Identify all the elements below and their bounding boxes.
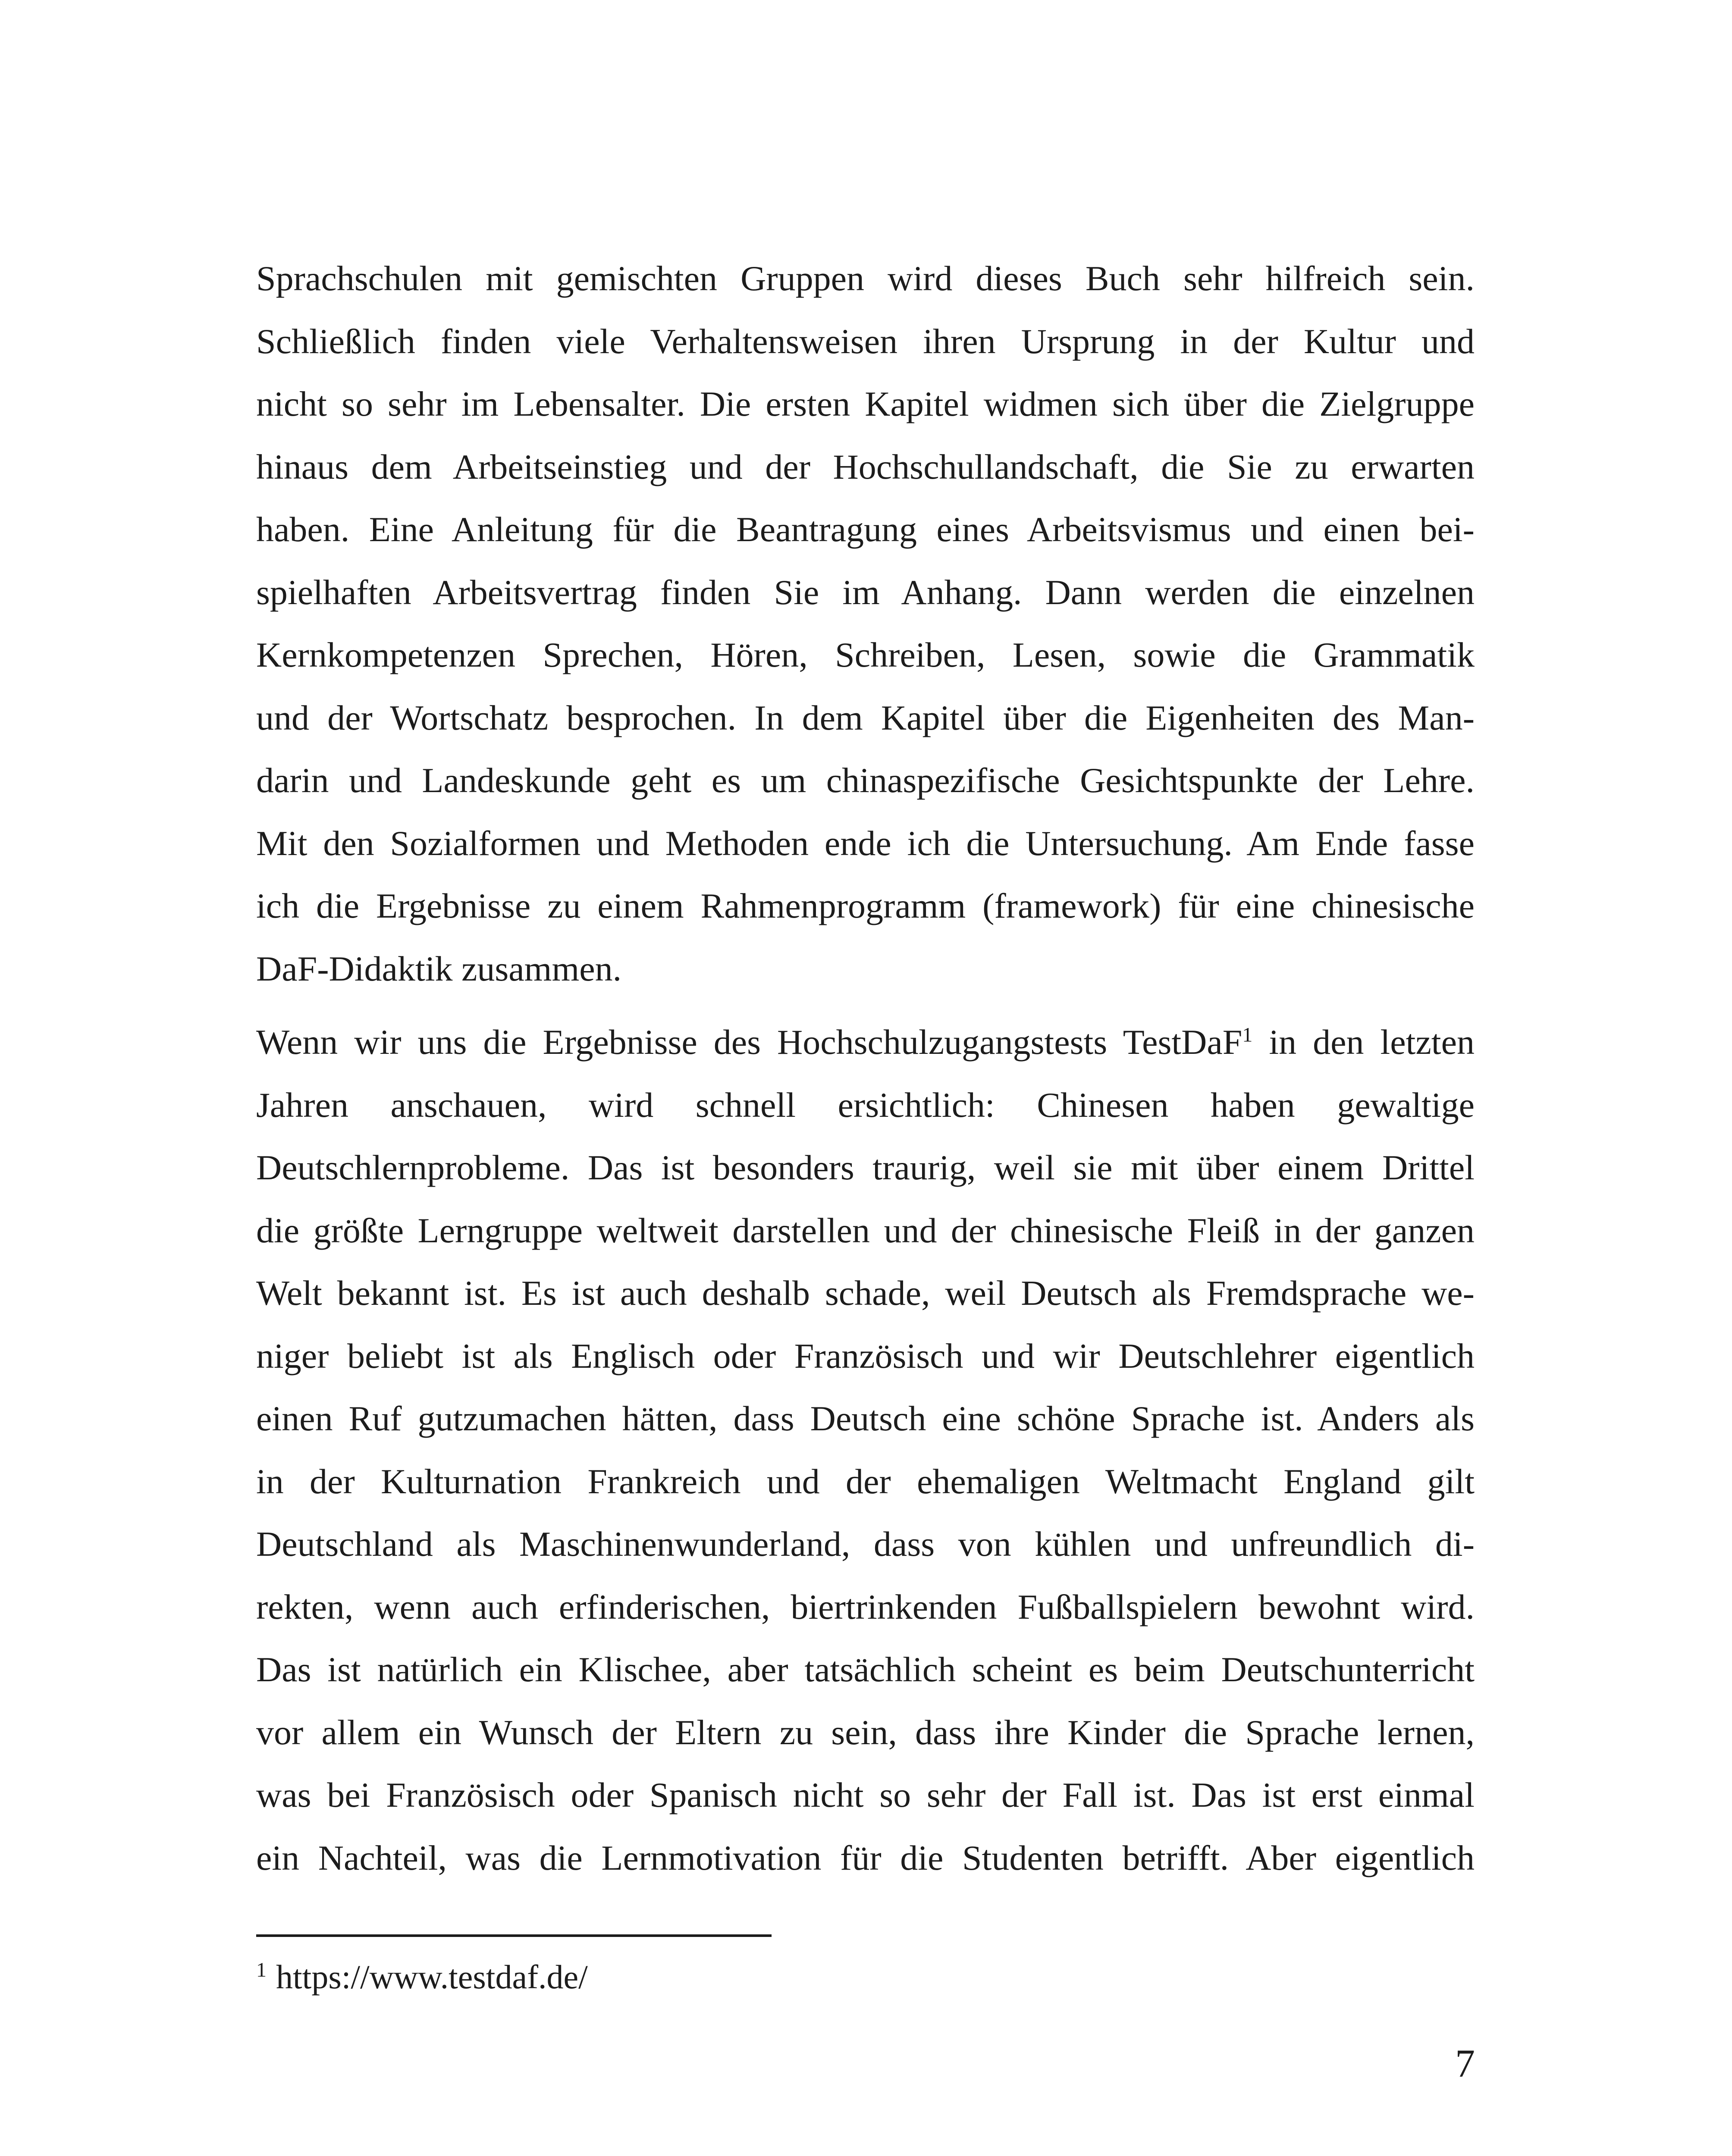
text-line: Das ist natürlich ein Klischee, aber tatsächlich scheint es beim Deutschunterricht (256, 1650, 1475, 1689)
text-line: Deutschland als Maschinenwunderland, dass von kühlen und unfreundlich di- (256, 1524, 1475, 1564)
text-line: ich die Ergebnisse zu einem Rahmenprogramm (framework) für eine chinesische (256, 886, 1475, 925)
paragraph-2 (256, 1011, 1475, 1889)
text-line: niger beliebt ist als Englisch oder Französisch und wir Deutschlehrer eigentlich (256, 1336, 1475, 1376)
text-line: Schließlich finden viele Verhaltensweisen ihren Ursprung in der Kultur und (256, 321, 1475, 361)
footnote-reference[interactable]: 1 (1242, 1023, 1253, 1047)
text-line-with-footnote-ref (256, 1011, 1475, 1074)
text-line: rekten, wenn auch erfinderischen, biertrinkenden Fußballspielern bewohnt wird. (256, 1587, 1475, 1626)
text-line: DaF-Didaktik zusammen. (256, 949, 622, 988)
text-line: vor allem ein Wunsch der Eltern zu sein, dass ihre Kinder die Sprache lernen, (256, 1712, 1475, 1752)
text-line: was bei Französisch oder Spanisch nicht so sehr der Fall ist. Das ist erst einmal (256, 1775, 1475, 1814)
text-line: Mit den Sozialformen und Methoden ende ich die Untersuchung. Am Ende fasse (256, 823, 1475, 863)
text-line: die größte Lerngruppe weltweit darstellen und der chinesische Fleiß in der ganzen (256, 1210, 1475, 1250)
text-line: spielhaften Arbeitsvertrag finden Sie im Anhang. Dann werden die einzelnen (256, 572, 1475, 612)
text-segment: Wenn wir uns die Ergebnisse des Hochschulzugangstests TestDaF (256, 1022, 1243, 1062)
text-line: Welt bekannt ist. Es ist auch deshalb schade, weil Deutsch als Fremdsprache we- (256, 1273, 1475, 1313)
footnote-number: 1 (256, 1959, 267, 1981)
footnote-link[interactable]: https://www.testdaf.de/ (276, 1958, 588, 1996)
text-line: einen Ruf gutzumachen hätten, dass Deutsch eine schöne Sprache ist. Anders als (256, 1399, 1475, 1438)
footnote (256, 1955, 588, 1999)
text-line: Jahren anschauen, wird schnell ersichtlich: Chinesen haben gewaltige (256, 1085, 1475, 1125)
paragraph-1 (256, 247, 1475, 1000)
text-line: Kernkompetenzen Sprechen, Hören, Schreiben, Lesen, sowie die Grammatik (256, 635, 1475, 674)
text-line: Deutschlernprobleme. Das ist besonders traurig, weil sie mit über einem Drittel (256, 1148, 1475, 1187)
text-segment: in den letzten (1252, 1022, 1475, 1062)
text-line: ein Nachteil, was die Lernmotivation für die Studenten betrifft. Aber eigentlich (256, 1838, 1475, 1877)
page-number: 7 (1455, 2041, 1475, 2085)
text-line: hinaus dem Arbeitseinstieg und der Hochschullandschaft, die Sie zu erwarten (256, 447, 1475, 486)
footnote-separator (256, 1934, 772, 1937)
text-line: Sprachschulen mit gemischten Gruppen wird dieses Buch sehr hilfreich sein. (256, 259, 1475, 298)
text-line: darin und Landeskunde geht es um chinaspezifische Gesichtspunkte der Lehre. (256, 761, 1475, 800)
text-line: haben. Eine Anleitung für die Beantragung eines Arbeitsvismus und einen bei- (256, 510, 1475, 549)
text-line: nicht so sehr im Lebensalter. Die ersten Kapitel widmen sich über die Zielgruppe (256, 384, 1475, 423)
text-line: in der Kulturnation Frankreich und der ehemaligen Weltmacht England gilt (256, 1461, 1475, 1501)
text-line: und der Wortschatz besprochen. In dem Kapitel über die Eigenheiten des Man- (256, 698, 1475, 737)
